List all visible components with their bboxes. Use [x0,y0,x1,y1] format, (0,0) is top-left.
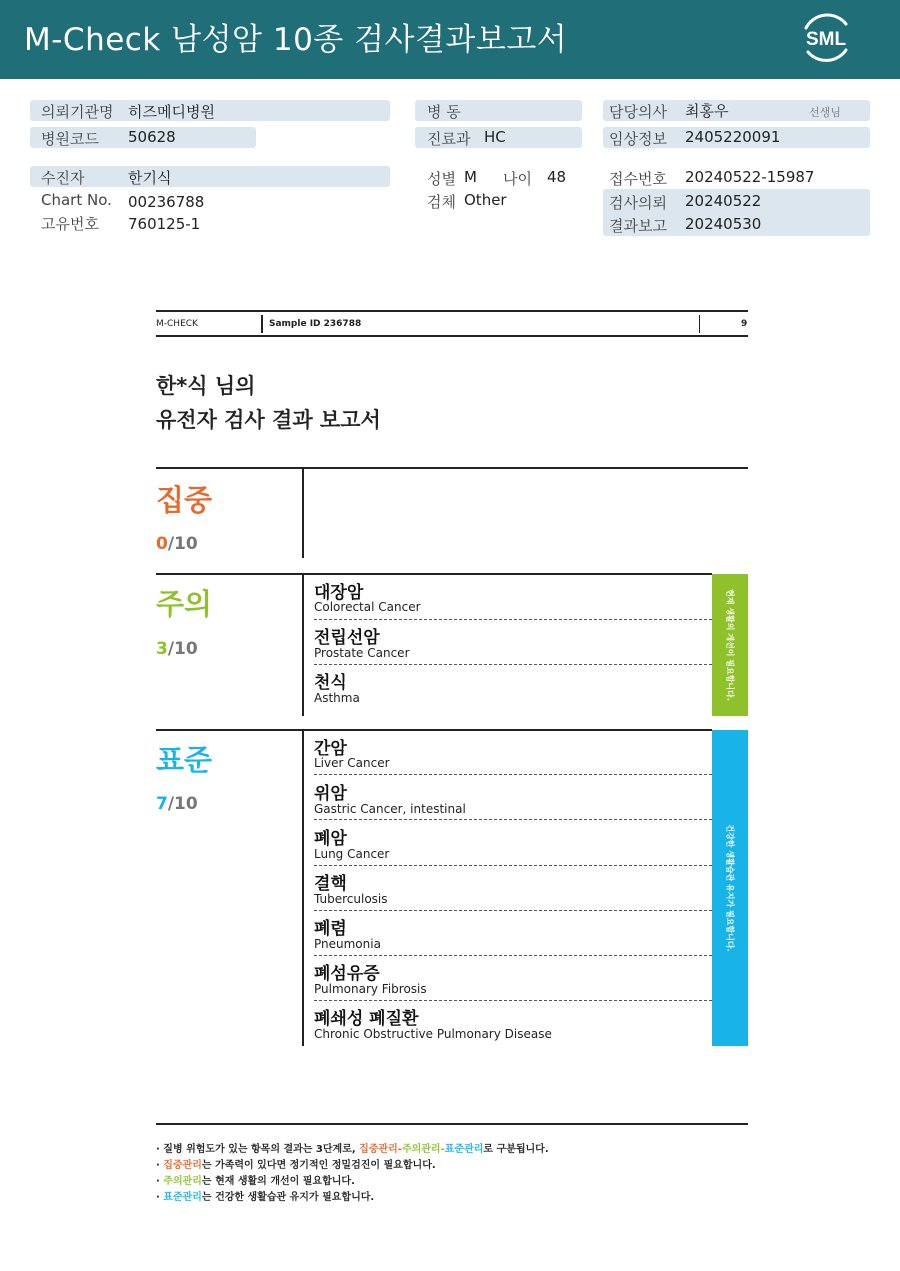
doctor-suffix: 선생님 [809,106,841,119]
chart-value: 00236788 [128,193,205,211]
item-gastric-en: Gastric Cancer, intestinal [314,802,466,816]
report-header-divider-right [699,315,700,333]
item-copd-en: Chronic Obstructive Pulmonary Disease [314,1027,552,1041]
institution-label: 의뢰기관명 [41,103,114,121]
notes-rule [156,1123,748,1125]
specimen-value: Other [464,191,507,209]
age-label: 나이 [503,170,532,188]
report-header [0,0,900,79]
report-brand: M-CHECK [156,319,198,329]
note-3: · 주의관리는 현재 생활의 개선이 필요합니다. [156,1176,355,1187]
greeting-line-1: 한*식 님의 [156,374,256,398]
focus-count-number: 0 [156,534,168,554]
institution-value: 히즈메디병원 [128,103,215,121]
caution-count [156,639,198,659]
doctor-label: 담당의사 [609,103,667,121]
standard-section-rule [156,729,712,731]
receipt-label: 접수번호 [609,170,667,188]
clinical-value: 2405220091 [685,128,781,146]
page-number: 9 [741,319,748,329]
sml-logo [798,10,854,66]
item-separator [314,1000,712,1001]
caution-count-number: 3 [156,639,168,659]
item-tuberculosis-ko: 결핵 [314,874,347,894]
greeting-line-2: 유전자 검사 결과 보고서 [156,408,381,432]
hospital-code-value: 50628 [128,128,176,146]
item-liver-en: Liver Cancer [314,756,390,770]
caution-title: 주의 [156,587,213,621]
sample-id: Sample ID 236788 [269,319,362,329]
note-2: · 집중관리는 가족력이 있다면 정기적인 정밀검진이 필요합니다. [156,1160,436,1171]
item-separator [314,664,712,665]
item-separator [314,910,712,911]
item-pneumonia-en: Pneumonia [314,937,381,951]
report-header-rule [156,335,748,337]
item-prostate-ko: 전립선암 [314,628,380,648]
logo-text: SML [805,29,847,50]
note-4: · 표준관리는 건강한 생활습관 유지가 필요합니다. [156,1192,375,1203]
item-pneumonia-ko: 폐렴 [314,919,347,939]
report-date-value: 20240530 [685,215,762,233]
standard-count [156,794,198,814]
caution-divider [302,575,304,716]
report-title: M-Check 남성암 10종 검사결과보고서 [24,22,568,58]
item-liver-ko: 간암 [314,739,347,759]
item-gastric-ko: 위암 [314,784,347,804]
department-label: 진료과 [427,130,471,148]
specimen-label: 검체 [427,193,456,211]
focus-section-rule [156,467,748,469]
doctor-value: 최홍우 [685,102,729,120]
caution-side-text: 현재 생활의 개선이 필요합니다. [725,589,735,701]
standard-title: 표준 [156,743,213,777]
standard-side-text: 건강한 생활습관 유지가 필요합니다. [725,824,735,952]
item-fibrosis-ko: 폐섬유증 [314,964,380,984]
focus-title: 집중 [156,483,213,517]
unique-value: 760125-1 [128,215,201,233]
item-colorectal-ko: 대장암 [314,583,364,603]
focus-divider [302,469,304,558]
report-top-rule [156,310,748,312]
item-fibrosis-en: Pulmonary Fibrosis [314,982,427,996]
caution-section-rule [156,573,712,575]
item-separator [314,865,712,866]
item-separator [314,819,712,820]
request-value: 20240522 [685,192,762,210]
report-date-label: 결과보고 [609,217,667,235]
request-label: 검사의뢰 [609,194,667,212]
receipt-value: 20240522-15987 [685,168,815,186]
item-separator [314,619,712,620]
sex-value: M [464,168,477,186]
age-value: 48 [547,168,567,186]
patient-label: 수진자 [41,169,85,187]
focus-count-total: /10 [167,534,198,554]
report-header-divider [261,315,263,333]
item-lung-en: Lung Cancer [314,847,390,861]
patient-value: 한기식 [128,169,172,187]
item-copd-ko: 폐쇄성 폐질환 [314,1009,419,1029]
chart-label: Chart No. [41,191,112,209]
standard-divider [302,731,304,1046]
item-separator [314,955,712,956]
sex-label: 성별 [427,170,456,188]
focus-count [156,534,198,554]
item-asthma-en: Asthma [314,691,360,705]
note-1: · 질병 위험도가 있는 항목의 결과는 3단계로, 집중관리-주의관리-표준관리로 구분됩니다. [156,1144,549,1155]
caution-side-bar [712,574,748,716]
hospital-code-label: 병원코드 [41,130,99,148]
standard-side-bar [712,730,748,1046]
legend-notes [156,1140,549,1204]
unique-label: 고유번호 [41,215,99,233]
item-prostate-en: Prostate Cancer [314,646,410,660]
item-lung-ko: 폐암 [314,829,347,849]
item-asthma-ko: 천식 [314,673,347,693]
ward-label: 병 동 [427,103,461,121]
standard-count-number: 7 [156,794,168,814]
item-separator [314,774,712,775]
standard-count-total: /10 [167,794,198,814]
caution-count-total: /10 [167,639,198,659]
department-value: HC [484,128,506,146]
clinical-label: 임상정보 [609,130,667,148]
item-colorectal-en: Colorectal Cancer [314,600,421,614]
item-tuberculosis-en: Tuberculosis [314,892,388,906]
